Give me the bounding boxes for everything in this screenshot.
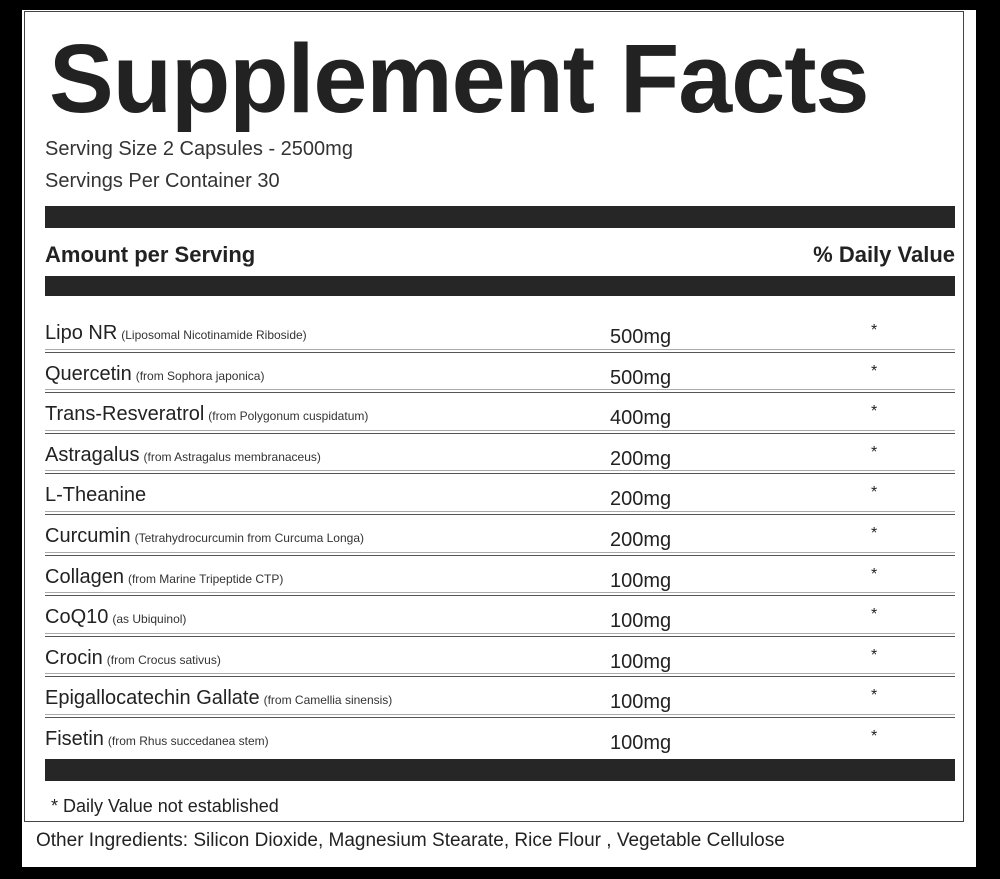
ingredient-source: (from Astragalus membranaceus) [143, 449, 321, 464]
ingredient-name: Epigallocatechin Gallate [45, 687, 260, 710]
ingredient-amount: 200mg [610, 447, 672, 470]
ingredient-daily-value: * [871, 362, 878, 380]
ingredient-row [45, 556, 955, 597]
ingredient-name-cell [45, 525, 364, 548]
ingredient-row [45, 718, 955, 759]
ingredient-name-cell [45, 647, 221, 670]
ingredient-source: (Tetrahydrocurcumin from Curcuma Longa) [134, 530, 364, 545]
amount-per-serving-label: Amount per Serving [45, 242, 256, 267]
ingredient-daily-value: * [871, 606, 878, 624]
daily-value-label: % Daily Value [813, 242, 955, 267]
ingredient-row [45, 312, 955, 353]
ingredient-row [45, 677, 955, 718]
supplement-label [22, 10, 976, 867]
ingredient-source: (from Camellia sinensis) [263, 693, 393, 708]
ingredient-name-cell [45, 322, 307, 345]
ingredient-row [45, 515, 955, 556]
ingredient-amount: 400mg [610, 407, 672, 430]
ingredient-daily-value: * [871, 403, 878, 421]
ingredient-name-cell [45, 403, 368, 426]
ingredient-source: (from Sophora japonica) [135, 368, 265, 383]
ingredient-source: (Liposomal Nicotinamide Riboside) [121, 328, 307, 342]
ingredient-name: L-Theanine [45, 484, 147, 507]
ingredient-daily-value: * [871, 524, 878, 542]
ingredient-name-cell [45, 484, 150, 507]
ingredient-amount: 100mg [610, 569, 672, 592]
ingredient-name: Astragalus [45, 443, 140, 466]
label-title: Supplement Facts [49, 24, 869, 133]
ingredient-row [45, 393, 955, 434]
other-ingredients: Other Ingredients: Silicon Dioxide, Magnesium Stearate, Rice Flour , Vegetable Cellulose [36, 830, 785, 851]
ingredient-daily-value: * [871, 646, 878, 664]
ingredient-row [45, 596, 955, 637]
ingredient-name-cell [45, 566, 283, 589]
ingredient-amount: 100mg [610, 691, 672, 714]
thick-divider-top [45, 206, 955, 228]
ingredient-name: Fisetin [45, 727, 104, 750]
ingredient-daily-value: * [871, 443, 878, 461]
ingredient-source: (from Rhus succedanea stem) [107, 733, 269, 748]
ingredient-name-cell [45, 687, 392, 710]
ingredient-row [45, 637, 955, 678]
ingredient-name: Curcumin [45, 524, 131, 547]
ingredient-amount: 200mg [610, 528, 672, 551]
ingredient-row [45, 434, 955, 475]
facts-panel [24, 11, 964, 822]
ingredient-amount: 500mg [610, 326, 672, 348]
ingredient-name-cell [45, 728, 269, 751]
ingredient-source: (from Polygonum cuspidatum) [208, 409, 369, 424]
thick-divider-header [45, 276, 955, 296]
ingredient-amount: 100mg [610, 731, 672, 754]
ingredient-amount: 100mg [610, 650, 672, 673]
ingredient-name: CoQ10 [45, 606, 109, 629]
ingredient-row [45, 353, 955, 394]
ingredient-name-cell [45, 363, 264, 386]
ingredient-source: (as Ubiquinol) [112, 612, 187, 627]
ingredient-daily-value: * [871, 484, 878, 502]
ingredient-name: Collagen [45, 565, 124, 588]
ingredient-source: (from Marine Tripeptide CTP) [127, 571, 284, 586]
servings-per-container: Servings Per Container 30 [45, 170, 280, 192]
ingredient-name: Quercetin [45, 362, 132, 385]
ingredient-amount: 100mg [610, 610, 672, 633]
ingredient-daily-value: * [871, 687, 878, 705]
ingredient-daily-value: * [871, 727, 878, 745]
ingredient-name: Trans-Resveratrol [45, 403, 205, 426]
ingredient-amount: 200mg [610, 488, 672, 511]
ingredient-name-cell [45, 444, 321, 467]
ingredient-list [45, 312, 955, 759]
ingredient-daily-value: * [871, 322, 878, 339]
ingredient-daily-value: * [871, 565, 878, 583]
ingredient-source: (from Crocus sativus) [106, 652, 221, 667]
daily-value-footnote: * Daily Value not established [51, 796, 279, 816]
ingredient-name-cell [45, 606, 186, 629]
ingredient-amount: 500mg [610, 366, 672, 389]
ingredient-name: Lipo NR [45, 322, 118, 344]
ingredient-row [45, 474, 955, 515]
thick-divider-bottom [45, 759, 955, 781]
ingredient-name: Crocin [45, 646, 103, 669]
serving-size: Serving Size 2 Capsules - 2500mg [45, 138, 353, 160]
